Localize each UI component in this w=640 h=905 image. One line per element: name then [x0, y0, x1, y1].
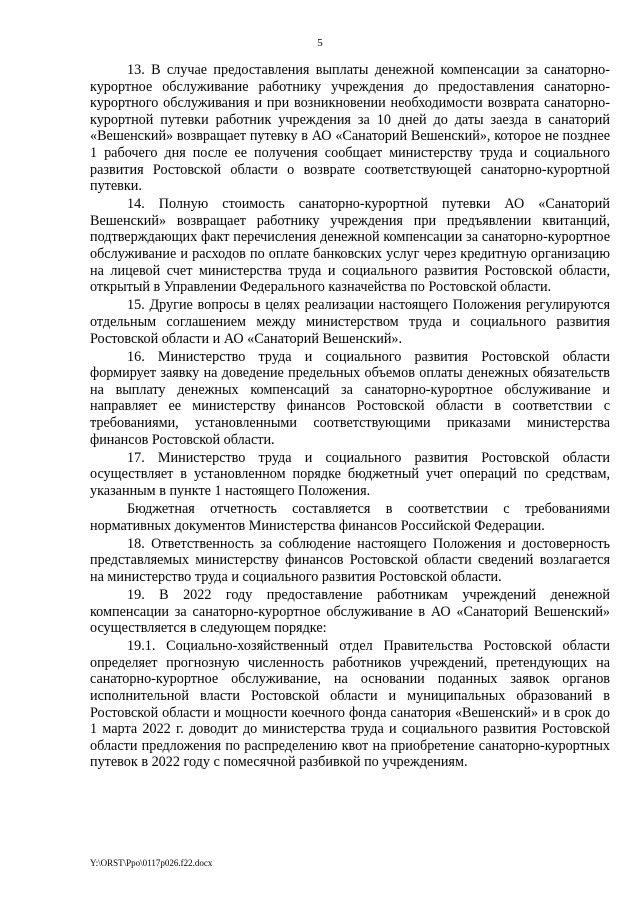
paragraph-15: 15. Другие вопросы в целях реализации настоящего Положения регулируются отдельным соглашением между министерством труда и социального развития Ростовской области и АО «Санаторий Вешенский».	[90, 297, 610, 347]
footer-file-path: Y:\ORST\Ppo\0117p026.f22.docx	[90, 858, 213, 868]
paragraph-19: 19. В 2022 году предоставление работникам учреждений денежной компенсации за санаторно-курортное обслуживание в АО «Санаторий Вешенский» осуществляется в следующем порядке:	[90, 586, 610, 637]
paragraph-14: 14. Полную стоимость санаторно-курортной путевки АО «Санаторий Вешенский» возвращает работнику учреждения при предъявлении квитанций, подтверждающих факт перечисления денежной компенсации за санаторно-курортное обслуживание и расходов по оплате банковских услуг через кредитную организацию на лицевой счет министерства труда и социального развития Ростовской области, открытый в Управлении Федерального казначейства по Ростовской области.	[90, 196, 610, 296]
document-body	[90, 62, 610, 772]
paragraph-17-reporting: Бюджетная отчетность составляется в соответствии с требованиями нормативных документов Министерства финансов Российской Федерации.	[90, 500, 610, 534]
page-number: 5	[317, 37, 323, 49]
paragraph-19-1: 19.1. Социально-хозяйственный отдел Правительства Ростовской области определяет прогнозную численность работников учреждений, претендующих на санаторно-курортное обслуживание, на основании поданных заявок органов исполнительной власти Ростовской области и муниципальных образований в Ростовской области и мощности коечного фонда санатория «Вешенский» и в срок до 1 марта 2022 г. доводит до министерства труда и социального развития Ростовской области предложения по распределению квот на приобретение санаторно-курортных путевок в 2022 году с помесячной разбивкой по учреждениям.	[90, 638, 610, 771]
paragraph-18: 18. Ответственность за соблюдение настоящего Положения и достоверность представляемых министерству финансов Ростовской области сведений возлагается на министерство труда и социального развития Ростовской области.	[90, 535, 610, 585]
paragraph-16: 16. Министерство труда и социального развития Ростовской области формирует заявку на доведение предельных объемов оплаты денежных обязательств на выплату денежных компенсаций за санаторно-курортное обслуживание и направляет ее министерству финансов Ростовской области в соответствии с требованиями, установленными соответствующими приказами министерства финансов Ростовской области.	[90, 348, 610, 448]
paragraph-17: 17. Министерство труда и социального развития Ростовской области осуществляет в установленном порядке бюджетный учет операций по средствам, указанным в пункте 1 настоящего Положения.	[90, 449, 610, 499]
paragraph-13: 13. В случае предоставления выплаты денежной компенсации за санаторно-курортное обслуживание работнику учреждения до предоставления санаторно-курортного обслуживания и при возникновении необходимости возврата санаторно-курортной путевки работник учреждения за 10 дней до даты заезда в санаторий «Вешенский» возвращает путевку в АО «Санаторий Вешенский», которое не позднее 1 рабочего дня после ее получения сообщает министерству труда и социального развития Ростовской области о возврате соответствующей санаторно-курортной путевки.	[90, 62, 610, 195]
